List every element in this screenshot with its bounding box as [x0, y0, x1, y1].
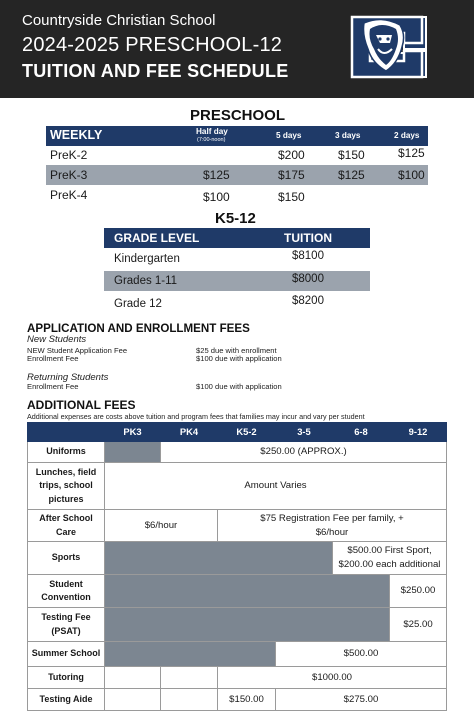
shaded-cell — [105, 542, 333, 575]
row-label: Testing Aide — [27, 689, 105, 711]
preschool-title: PRESCHOOL — [190, 107, 286, 124]
five-days-price: $175 — [278, 168, 305, 182]
tuition-header: TUITION — [284, 231, 332, 245]
col-header: PK3 — [105, 422, 161, 442]
two-days-header: 2 days — [394, 131, 420, 140]
shaded-cell — [105, 608, 390, 642]
col-header: 3-5 — [276, 422, 333, 442]
shaded-cell — [105, 642, 276, 667]
grade-label: Grades 1-11 — [114, 275, 178, 287]
application-fees-title: APPLICATION AND ENROLLMENT FEES — [27, 322, 250, 335]
preschool-row-label: PreK-3 — [50, 168, 88, 182]
preschool-row — [46, 145, 428, 165]
tuition-price: $8000 — [292, 273, 324, 285]
five-days-price: $200 — [278, 148, 305, 162]
row-label: Summer School — [27, 642, 105, 667]
three-days-price: $125 — [338, 168, 365, 182]
shaded-cell — [105, 575, 390, 608]
empty-cell — [105, 689, 161, 711]
row-label: Student Convention — [27, 575, 105, 608]
preschool-row — [46, 165, 428, 185]
three-days-price: $150 — [338, 148, 365, 162]
two-days-price: $100 — [398, 168, 425, 182]
tutoring-fee: $1000.00 — [218, 667, 447, 689]
k12-title: K5-12 — [215, 210, 256, 227]
testing-aide-fee-upper: $275.00 — [276, 689, 447, 711]
tuition-price: $8200 — [292, 295, 324, 307]
sports-fee: $500.00 First Sport, $200.00 each additional — [333, 542, 447, 575]
fee-label: NEW Student Application Fee — [27, 346, 128, 355]
row-label: Tutoring — [27, 667, 105, 689]
col-header: 6-8 — [333, 422, 390, 442]
row-label: Uniforms — [27, 442, 105, 463]
k12-table-header — [104, 228, 370, 248]
k12-row — [104, 249, 370, 269]
tuition-price: $8100 — [292, 250, 324, 262]
empty-cell — [161, 667, 218, 689]
header-bar — [0, 0, 474, 98]
convention-fee: $250.00 — [390, 575, 447, 608]
five-days-price: $150 — [278, 190, 305, 204]
preschool-table-header — [46, 126, 428, 146]
fee-label: Enrollment Fee — [27, 354, 79, 363]
preschool-row — [46, 185, 428, 205]
returning-students-heading: Returning Students — [27, 372, 109, 383]
school-name: Countryside Christian School — [22, 12, 216, 29]
col-header: 9-12 — [390, 422, 447, 442]
row-label: Sports — [27, 542, 105, 575]
after-school-fee-k12: $75 Registration Fee per family, + $6/hour — [218, 510, 447, 542]
preschool-row-label: PreK-4 — [50, 188, 88, 202]
fee-label: Enrollment Fee — [27, 382, 79, 391]
grade-level-header: GRADE LEVEL — [114, 231, 200, 245]
new-students-heading: New Students — [27, 334, 87, 345]
school-crest-icon — [346, 13, 428, 81]
fee-value: $25 due with enrollment — [196, 346, 277, 355]
two-days-price: $125 — [398, 146, 425, 160]
additional-fees-title: ADDITIONAL FEES — [27, 398, 136, 412]
fee-value: $100 due with application — [196, 354, 282, 363]
after-school-fee-preschool: $6/hour — [105, 510, 218, 542]
additional-fees-table — [27, 422, 447, 711]
fee-value: $100 due with application — [196, 382, 282, 391]
lunches-fee: Amount Varies — [105, 463, 447, 510]
empty-cell — [161, 689, 218, 711]
shaded-cell — [105, 442, 161, 463]
col-header: PK4 — [161, 422, 218, 442]
half-day-note: (7:00-noon) — [197, 137, 226, 143]
row-label: Lunches, field trips, school pictures — [27, 463, 105, 510]
empty-cell — [105, 667, 161, 689]
half-day-price: $100 — [203, 190, 230, 204]
school-year: 2024-2025 PRESCHOOL-12 — [22, 34, 283, 56]
uniforms-fee: $250.00 (APPROX.) — [161, 442, 447, 463]
summer-school-fee: $500.00 — [276, 642, 447, 667]
three-days-header: 3 days — [335, 131, 361, 140]
additional-fees-note: Additional expenses are costs above tuition and program fees that families may incur and vary per student — [27, 412, 365, 421]
testing-fee: $25.00 — [390, 608, 447, 642]
half-day-price: $125 — [203, 168, 230, 182]
five-days-header: 5 days — [276, 131, 302, 140]
weekly-header: WEEKLY — [50, 128, 103, 142]
schedule-title: TUITION AND FEE SCHEDULE — [22, 61, 289, 81]
col-header: K5-2 — [218, 422, 276, 442]
k12-row — [104, 294, 370, 314]
k12-row — [104, 271, 370, 291]
row-label: After School Care — [27, 510, 105, 542]
grade-label: Kindergarten — [114, 253, 180, 265]
half-day-header: Half day — [196, 127, 228, 136]
grade-label: Grade 12 — [114, 298, 162, 310]
row-label: Testing Fee (PSAT) — [27, 608, 105, 642]
testing-aide-fee-k5: $150.00 — [218, 689, 276, 711]
header-corner — [27, 422, 105, 442]
preschool-row-label: PreK-2 — [50, 148, 88, 162]
